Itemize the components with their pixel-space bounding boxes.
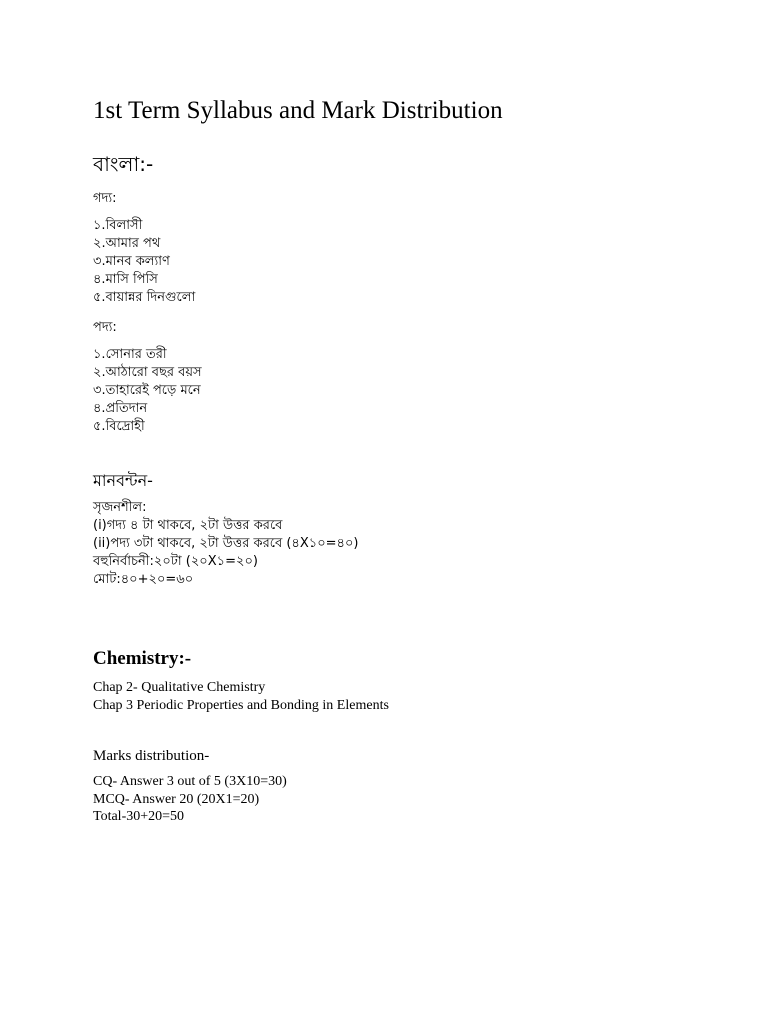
list-item: ৫.বিদ্রোহী	[93, 419, 145, 434]
list-item: ২.আমার পথ	[93, 236, 161, 251]
chemistry-marks-list	[93, 773, 287, 826]
marks-line: CQ- Answer 3 out of 5 (3X10=30)	[93, 774, 287, 789]
chapter-item: Chap 2- Qualitative Chemistry	[93, 680, 266, 695]
list-item: ৪.প্রতিদান	[93, 401, 148, 416]
list-item: ২.আঠারো বছর বয়স	[93, 365, 202, 380]
prose-list	[93, 217, 195, 307]
marks-line: MCQ- Answer 20 (20X1=20)	[93, 791, 260, 807]
list-item: ৩.তাহারেই পড়ে মনে	[93, 383, 201, 398]
marks-line: সৃজনশীল:	[93, 500, 147, 515]
chapter-item: Chap 3 Periodic Properties and Bonding in Elements	[93, 697, 389, 713]
chemistry-marks-heading: Marks distribution-	[93, 748, 210, 764]
poetry-list	[93, 346, 202, 436]
marks-line: (ii)পদ্য ৩টা থাকবে, ২টা উত্তর করবে (৪X১০=৪০)	[93, 536, 359, 551]
chemistry-heading: Chemistry:-	[93, 648, 192, 669]
marks-line: (i)গদ্য ৪ টা থাকবে, ২টা উত্তর করবে	[93, 518, 283, 533]
list-item: ৩.মানব কল্যাণ	[93, 254, 170, 269]
bangla-marks-list	[93, 499, 359, 589]
marks-line: মোট:৪০+২০=৬০	[93, 572, 194, 587]
marks-line: Total-30+20=50	[93, 809, 185, 824]
prose-label: গদ্য:	[93, 191, 117, 206]
chemistry-chapters	[93, 679, 389, 714]
bangla-marks-heading: মানবন্টন-	[93, 471, 153, 490]
document-title: 1st Term Syllabus and Mark Distribution	[93, 97, 503, 124]
list-item: ৪.মাসি পিসি	[93, 272, 158, 287]
poetry-label: পদ্য:	[93, 320, 117, 335]
list-item: ৫.বায়ান্নর দিনগুলো	[93, 290, 196, 305]
bangla-heading: বাংলা:-	[93, 152, 154, 176]
list-item: ১.বিলাসী	[93, 218, 143, 233]
marks-line: বহুনির্বাচনী:২০টা (২০X১=২০)	[93, 554, 258, 569]
list-item: ১.সোনার তরী	[93, 347, 167, 362]
